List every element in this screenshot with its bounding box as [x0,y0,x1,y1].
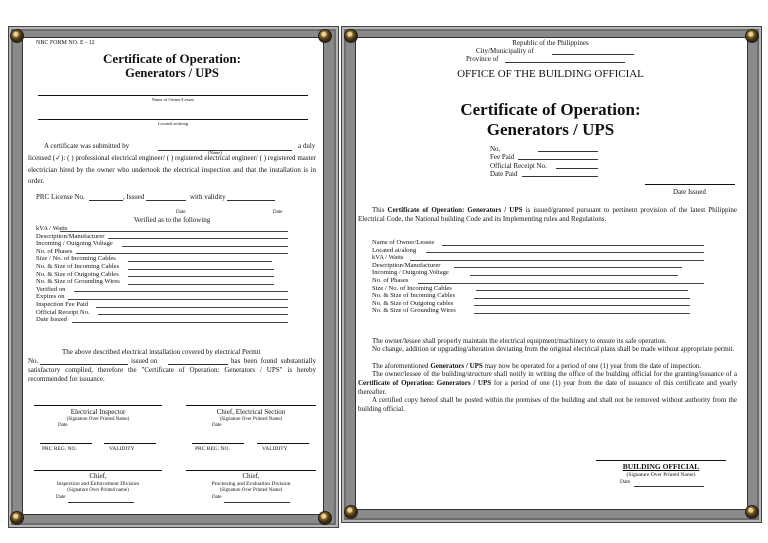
validity-line-1[interactable] [104,443,156,444]
name-sublabel: (Name) [208,150,222,155]
list-item[interactable]: Incoming / Outgoing Voltage [372,269,704,277]
owner-label: Name of Owner/Lessee [151,97,195,102]
bolt-icon [10,511,24,525]
bolt-icon [10,29,24,43]
office-heading: OFFICE OF THE BUILDING OFFICIAL [457,68,644,80]
list-item[interactable]: Incoming / Outgoing Voltage [36,240,288,248]
fee-paid-field[interactable] [518,159,598,160]
list-item[interactable]: Located at/along [372,247,704,255]
validity-label-1: VALIDITY [109,446,135,452]
location-label: Located at/along [157,121,189,126]
no-label: No. [490,145,501,153]
prc-reg-label-1: PRC REG. NO. [42,446,77,452]
building-official-line[interactable] [596,460,726,461]
sig4-date: Date [212,495,222,500]
paragraph-no-change: No change, addition or upgrading/alteration deviating from the original electrical plans shall be made without appropriate permit. [372,345,735,353]
list-item[interactable]: No. & Size of Outgoing Cables [36,271,288,279]
sig3-title: Chief, [89,472,107,480]
right-item-list [372,239,704,315]
intro-paragraph: This Certificate of Operation: Generators / UPS is issued/granted pursuant to pertinent provision of the latest Philippine Electrical Code, the National building Code and its Implementing rules and Regulations. [358,206,737,223]
sig1-date: Date [58,423,68,428]
owner-line[interactable] [38,95,308,96]
sig4-date-field[interactable] [224,502,290,503]
list-item[interactable]: Size / No. of Incoming Cables [36,255,288,263]
right-title-line1: Certificate of Operation: [460,100,641,119]
date-paid-field[interactable] [522,176,598,177]
sig4-div: Processing and Evaluation Division [211,481,291,487]
final-para-b: No. [28,357,39,365]
list-item[interactable]: No. & Size of Incoming Cables [36,263,288,271]
validity-field[interactable] [227,200,275,201]
bolt-icon [745,29,759,43]
sig3-div: Inspection and Enforcement Division [56,481,140,487]
sig3-date-field[interactable] [68,502,134,503]
building-official-date-field[interactable] [634,486,704,487]
bolt-icon [318,511,332,525]
sig3-sub: (Signature Over Printed name) [67,488,129,493]
list-item[interactable]: No. & Size of Outgoing cables [372,300,704,308]
list-item[interactable]: Description/Manufacturer [36,233,288,241]
cert-text-b: a duly [298,142,316,150]
sig3-date: Date [56,495,66,500]
list-item[interactable]: No. & Size of Incoming Cables [372,292,704,300]
building-official-date: Date [620,479,631,485]
left-title-line1: Certificate of Operation: [103,51,241,66]
building-official-title: BUILDING OFFICIAL [622,462,700,471]
final-para-a: The above described electrical installation covered by electrical Permit [62,348,261,356]
paragraph-operation-period: The aforementioned Generators / UPS may now be operated for a period of one (1) year from the date of inspection. [372,362,702,370]
list-item[interactable]: Inspection Fee Paid [36,301,288,309]
list-item[interactable]: Size / No. of Incoming Cables [372,285,704,293]
cert-text-a: A certificate was submitted by [44,142,130,150]
issued-label: , Issued [123,193,145,201]
bolt-icon [318,29,332,43]
sig1-sub: (Signature Over Printed Name) [66,417,130,422]
bolt-icon [745,505,759,519]
date-sublabel-2: Date [273,210,283,215]
list-item[interactable]: Official Receipt No. [36,309,288,317]
date-issued-label: Date Issued [673,188,706,196]
list-item[interactable]: No. & Size of Grounding Wires [372,307,704,315]
sig4-sub: (Signature Over Printed Name) [219,488,283,493]
list-item[interactable]: Name of Owner/Lessee [372,239,704,247]
sig1-line[interactable] [34,405,162,406]
republic: Republic of the Philippines [512,39,589,47]
city-field[interactable] [552,54,634,55]
sig2-sub: (Signature Over Printed Name) [219,417,283,422]
sig2-line[interactable] [186,405,316,406]
left-title-line2: Generators / UPS [125,66,219,80]
list-item[interactable]: Description/Manufacturer [372,262,704,270]
list-item[interactable]: Expires on [36,293,288,301]
building-official-sub: (Signature Over Printed Name) [626,472,696,478]
submitter-field[interactable] [158,150,292,151]
sig2-title: Chief, Electrical Section [216,408,286,416]
validity-label: with validity [190,193,226,201]
issued-field[interactable] [146,200,186,201]
cert-text-c: licensed (✓): ( ) professional electrical engineer/ ( ) registered electrical engineer/ ( ) registered master electrician hired by the owner who undertook the electrical inspection and that the installation is in order. [28,154,316,185]
list-item[interactable]: kVA / Watts [36,225,288,233]
official-receipt-label: Official Receipt No. [490,162,547,170]
prc-license-field[interactable] [89,200,123,201]
list-item[interactable]: No. of Phases [36,248,288,256]
sig1-title: Electrical Inspector [70,408,126,416]
no-field[interactable] [538,151,598,152]
list-item[interactable]: No. of Phases [372,277,704,285]
sig4-line[interactable] [186,470,316,471]
list-item[interactable]: No. & Size of Grounding Wires [36,278,288,286]
city-label: City/Municipality of [476,47,534,55]
validity-label-2: VALIDITY [262,446,288,452]
verified-heading: Verified as to the following [133,216,211,224]
right-title-line2: Generators / UPS [486,120,615,139]
date-paid-label: Date Paid [490,170,518,178]
form-number: NBC FORM NO. E - 12 [36,40,95,46]
bolt-icon [344,505,358,519]
paragraph-maintain: The owner/lessee shall properly maintain the electrical equipment/machinery to ensure its safe operation. [372,337,667,345]
paragraph-notify: The owner/lessee of the building/structure shall notify in writing the office of the building official for the granting/issuance of a Certificate of Operation: Generators / UPS for a period of one (1) year from the date of issuance of this certificate and yearly thereafter. [358,370,737,396]
prc-reg-line-2[interactable] [192,443,244,444]
sig3-line[interactable] [34,470,162,471]
final-para-d: has been found substantially satisfactory complied, therefore the "Certificate of Operation: Generators / UPS" is hereby recommended for issuance. [28,357,316,383]
left-item-list [36,225,288,324]
province-label: Province of [466,55,499,63]
prc-license-label: PRC License No. [36,193,85,201]
sig4-title: Chief, [242,472,260,480]
prc-reg-line-1[interactable] [40,443,92,444]
prc-reg-label-2: PRC REG. NO. [195,446,230,452]
date-sublabel-1: Date [176,210,186,215]
paragraph-posted: A certified copy hereof shall be posted within the premises of the building and shall not be removed without authority from the building official. [358,396,737,413]
validity-line-2[interactable] [257,443,309,444]
province-field[interactable] [505,62,625,63]
list-item[interactable]: Verified on [36,286,288,294]
sig2-date: Date [212,423,222,428]
fee-paid-label: Fee Paid [490,153,515,161]
list-item[interactable]: Date Issued [36,316,288,324]
date-issued-line[interactable] [645,184,735,185]
list-item[interactable]: kVA / Watts [372,254,704,262]
official-receipt-field[interactable] [556,168,598,169]
location-line[interactable] [38,119,308,120]
final-para-c: issued on [131,357,158,365]
